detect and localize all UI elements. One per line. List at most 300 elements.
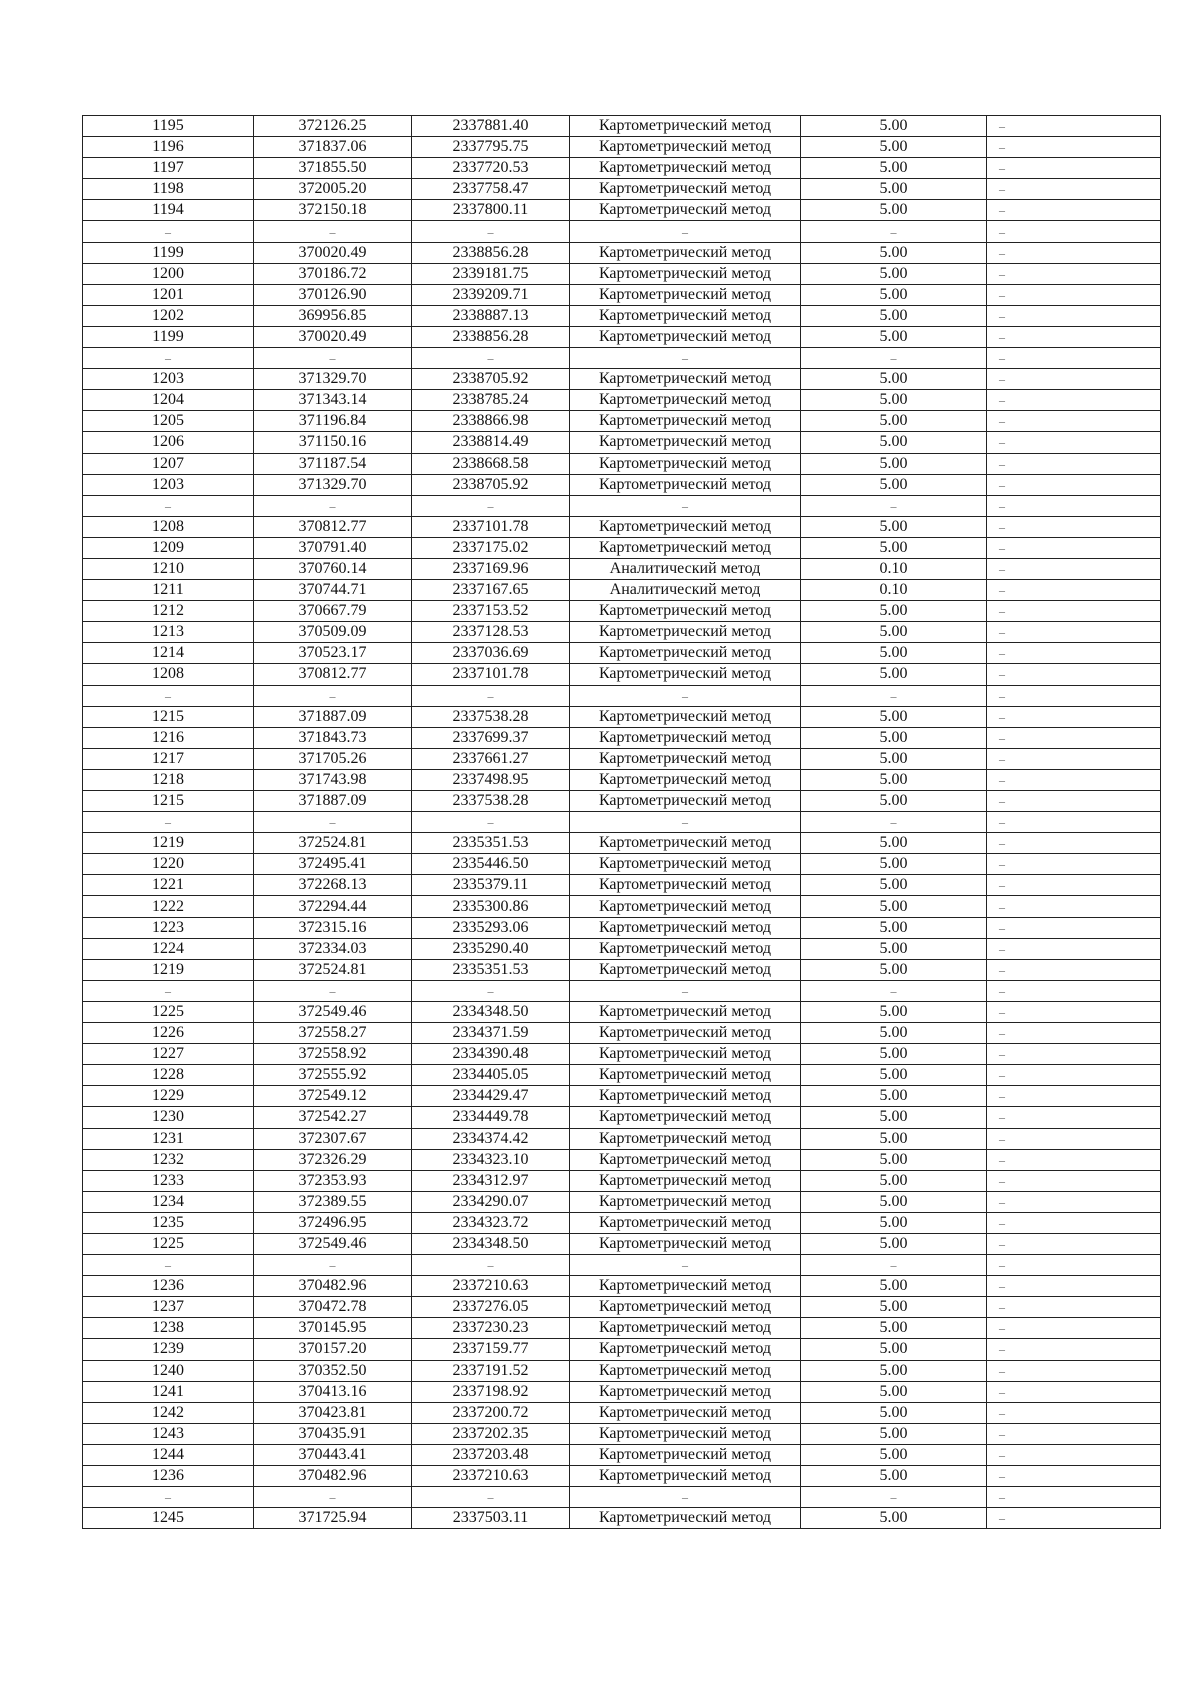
point-number-cell: 1244 <box>83 1444 254 1465</box>
table-row <box>83 854 1161 875</box>
y-coordinate-cell: 2337661.27 <box>412 748 570 769</box>
method-cell: Картометрический метод <box>570 1466 801 1487</box>
accuracy-cell: 0.10 <box>801 558 987 579</box>
table-row <box>83 1149 1161 1170</box>
x-coordinate-cell: 372555.92 <box>254 1065 412 1086</box>
x-coordinate-cell: 372549.46 <box>254 1001 412 1022</box>
y-coordinate-cell: 2337159.77 <box>412 1339 570 1360</box>
description-cell: – <box>987 896 1161 917</box>
point-number-cell: 1198 <box>83 179 254 200</box>
description-cell: – <box>987 1444 1161 1465</box>
accuracy-cell: – <box>801 1487 987 1508</box>
method-cell: Картометрический метод <box>570 1001 801 1022</box>
accuracy-cell: 5.00 <box>801 516 987 537</box>
y-coordinate-cell: 2338856.28 <box>412 326 570 347</box>
x-coordinate-cell: 370020.49 <box>254 242 412 263</box>
point-number-cell: 1243 <box>83 1423 254 1444</box>
method-cell: Картометрический метод <box>570 537 801 558</box>
table-row <box>83 1276 1161 1297</box>
y-coordinate-cell: 2334348.50 <box>412 1001 570 1022</box>
x-coordinate-cell: – <box>254 221 412 242</box>
point-number-cell: 1234 <box>83 1191 254 1212</box>
accuracy-cell: 5.00 <box>801 791 987 812</box>
y-coordinate-cell: 2337498.95 <box>412 769 570 790</box>
point-number-cell: 1207 <box>83 453 254 474</box>
method-cell: Картометрический метод <box>570 305 801 326</box>
x-coordinate-cell: – <box>254 495 412 516</box>
table-row <box>83 643 1161 664</box>
point-number-cell: 1237 <box>83 1297 254 1318</box>
y-coordinate-cell: 2337198.92 <box>412 1381 570 1402</box>
description-cell: – <box>987 769 1161 790</box>
method-cell: Картометрический метод <box>570 411 801 432</box>
method-cell: Картометрический метод <box>570 369 801 390</box>
method-cell: – <box>570 980 801 1001</box>
x-coordinate-cell: 372315.16 <box>254 917 412 938</box>
method-cell: Картометрический метод <box>570 664 801 685</box>
accuracy-cell: 5.00 <box>801 263 987 284</box>
point-number-cell: 1194 <box>83 200 254 221</box>
x-coordinate-cell: – <box>254 685 412 706</box>
x-coordinate-cell: 370020.49 <box>254 326 412 347</box>
description-cell: – <box>987 1001 1161 1022</box>
accuracy-cell: 5.00 <box>801 200 987 221</box>
y-coordinate-cell: 2337230.23 <box>412 1318 570 1339</box>
y-coordinate-cell: 2337503.11 <box>412 1508 570 1529</box>
description-cell: – <box>987 812 1161 833</box>
accuracy-cell: 5.00 <box>801 1170 987 1191</box>
y-coordinate-cell: 2337200.72 <box>412 1402 570 1423</box>
method-cell: Картометрический метод <box>570 1170 801 1191</box>
description-cell: – <box>987 1381 1161 1402</box>
y-coordinate-cell: – <box>412 980 570 1001</box>
x-coordinate-cell: 372353.93 <box>254 1170 412 1191</box>
separator-row <box>83 348 1161 369</box>
method-cell: Картометрический метод <box>570 706 801 727</box>
accuracy-cell: 5.00 <box>801 917 987 938</box>
description-cell: – <box>987 284 1161 305</box>
x-coordinate-cell: 371887.09 <box>254 791 412 812</box>
point-number-cell: 1203 <box>83 369 254 390</box>
point-number-cell: 1212 <box>83 601 254 622</box>
table-row <box>83 1233 1161 1254</box>
y-coordinate-cell: 2337175.02 <box>412 537 570 558</box>
method-cell: Картометрический метод <box>570 854 801 875</box>
y-coordinate-cell: 2337538.28 <box>412 791 570 812</box>
point-number-cell: 1240 <box>83 1360 254 1381</box>
method-cell: – <box>570 685 801 706</box>
table-row <box>83 1170 1161 1191</box>
accuracy-cell: 5.00 <box>801 748 987 769</box>
accuracy-cell: 5.00 <box>801 474 987 495</box>
x-coordinate-cell: 370482.96 <box>254 1466 412 1487</box>
accuracy-cell: 5.00 <box>801 537 987 558</box>
x-coordinate-cell: 371725.94 <box>254 1508 412 1529</box>
point-number-cell: 1224 <box>83 938 254 959</box>
y-coordinate-cell: 2338814.49 <box>412 432 570 453</box>
accuracy-cell: 0.10 <box>801 580 987 601</box>
point-number-cell: 1204 <box>83 390 254 411</box>
table-row <box>83 453 1161 474</box>
x-coordinate-cell: 370413.16 <box>254 1381 412 1402</box>
method-cell: Картометрический метод <box>570 326 801 347</box>
description-cell: – <box>987 727 1161 748</box>
x-coordinate-cell: 371837.06 <box>254 137 412 158</box>
table-row <box>83 179 1161 200</box>
accuracy-cell: 5.00 <box>801 1233 987 1254</box>
table-row <box>83 833 1161 854</box>
method-cell: Картометрический метод <box>570 1023 801 1044</box>
table-row <box>83 305 1161 326</box>
table-row <box>83 158 1161 179</box>
description-cell: – <box>987 1297 1161 1318</box>
description-cell: – <box>987 1233 1161 1254</box>
y-coordinate-cell: 2339209.71 <box>412 284 570 305</box>
x-coordinate-cell: 372558.92 <box>254 1044 412 1065</box>
description-cell: – <box>987 1339 1161 1360</box>
description-cell: – <box>987 938 1161 959</box>
point-number-cell: – <box>83 495 254 516</box>
y-coordinate-cell: 2335293.06 <box>412 917 570 938</box>
description-cell: – <box>987 137 1161 158</box>
accuracy-cell: 5.00 <box>801 284 987 305</box>
description-cell: – <box>987 1318 1161 1339</box>
table-row <box>83 1191 1161 1212</box>
method-cell: Картометрический метод <box>570 1360 801 1381</box>
description-cell: – <box>987 348 1161 369</box>
x-coordinate-cell: – <box>254 1487 412 1508</box>
x-coordinate-cell: 370812.77 <box>254 664 412 685</box>
x-coordinate-cell: 370744.71 <box>254 580 412 601</box>
accuracy-cell: 5.00 <box>801 137 987 158</box>
separator-row <box>83 685 1161 706</box>
method-cell: Картометрический метод <box>570 1086 801 1107</box>
point-number-cell: – <box>83 221 254 242</box>
accuracy-cell: 5.00 <box>801 369 987 390</box>
y-coordinate-cell: 2338705.92 <box>412 474 570 495</box>
description-cell: – <box>987 1466 1161 1487</box>
table-row <box>83 1444 1161 1465</box>
method-cell: Картометрический метод <box>570 959 801 980</box>
x-coordinate-cell: 372549.12 <box>254 1086 412 1107</box>
description-cell: – <box>987 516 1161 537</box>
table-row <box>83 1086 1161 1107</box>
point-number-cell: – <box>83 348 254 369</box>
point-number-cell: 1208 <box>83 664 254 685</box>
point-number-cell: 1209 <box>83 537 254 558</box>
accuracy-cell: 5.00 <box>801 1444 987 1465</box>
method-cell: Картометрический метод <box>570 1233 801 1254</box>
x-coordinate-cell: – <box>254 812 412 833</box>
y-coordinate-cell: 2335351.53 <box>412 833 570 854</box>
table-row <box>83 938 1161 959</box>
separator-row <box>83 1487 1161 1508</box>
description-cell: – <box>987 1508 1161 1529</box>
accuracy-cell: – <box>801 1255 987 1276</box>
accuracy-cell: 5.00 <box>801 1381 987 1402</box>
y-coordinate-cell: 2337169.96 <box>412 558 570 579</box>
point-number-cell: 1227 <box>83 1044 254 1065</box>
point-number-cell: 1219 <box>83 959 254 980</box>
table-row <box>83 1001 1161 1022</box>
accuracy-cell: 5.00 <box>801 1001 987 1022</box>
description-cell: – <box>987 242 1161 263</box>
y-coordinate-cell: 2334449.78 <box>412 1107 570 1128</box>
x-coordinate-cell: – <box>254 980 412 1001</box>
point-number-cell: 1214 <box>83 643 254 664</box>
y-coordinate-cell: 2338705.92 <box>412 369 570 390</box>
x-coordinate-cell: 371187.54 <box>254 453 412 474</box>
method-cell: Картометрический метод <box>570 179 801 200</box>
description-cell: – <box>987 432 1161 453</box>
accuracy-cell: 5.00 <box>801 1212 987 1233</box>
accuracy-cell: 5.00 <box>801 158 987 179</box>
y-coordinate-cell: 2334348.50 <box>412 1233 570 1254</box>
description-cell: – <box>987 1044 1161 1065</box>
x-coordinate-cell: 372542.27 <box>254 1107 412 1128</box>
method-cell: Картометрический метод <box>570 1276 801 1297</box>
y-coordinate-cell: 2335290.40 <box>412 938 570 959</box>
table-row <box>83 1381 1161 1402</box>
table-row <box>83 1402 1161 1423</box>
method-cell: – <box>570 348 801 369</box>
separator-row <box>83 1255 1161 1276</box>
table-row <box>83 432 1161 453</box>
accuracy-cell: 5.00 <box>801 1339 987 1360</box>
y-coordinate-cell: 2337795.75 <box>412 137 570 158</box>
x-coordinate-cell: 370523.17 <box>254 643 412 664</box>
description-cell: – <box>987 980 1161 1001</box>
method-cell: Картометрический метод <box>570 1381 801 1402</box>
description-cell: – <box>987 622 1161 643</box>
accuracy-cell: 5.00 <box>801 643 987 664</box>
y-coordinate-cell: 2337153.52 <box>412 601 570 622</box>
description-cell: – <box>987 200 1161 221</box>
table-row <box>83 727 1161 748</box>
point-number-cell: 1197 <box>83 158 254 179</box>
point-number-cell: 1206 <box>83 432 254 453</box>
x-coordinate-cell: 370760.14 <box>254 558 412 579</box>
accuracy-cell: 5.00 <box>801 664 987 685</box>
accuracy-cell: 5.00 <box>801 727 987 748</box>
point-number-cell: 1241 <box>83 1381 254 1402</box>
method-cell: – <box>570 1487 801 1508</box>
x-coordinate-cell: 370443.41 <box>254 1444 412 1465</box>
method-cell: Картометрический метод <box>570 516 801 537</box>
y-coordinate-cell: – <box>412 1487 570 1508</box>
x-coordinate-cell: 371329.70 <box>254 369 412 390</box>
separator-row <box>83 495 1161 516</box>
description-cell: – <box>987 1065 1161 1086</box>
y-coordinate-cell: 2338668.58 <box>412 453 570 474</box>
point-number-cell: 1205 <box>83 411 254 432</box>
description-cell: – <box>987 1086 1161 1107</box>
description-cell: – <box>987 1487 1161 1508</box>
table-row <box>83 1044 1161 1065</box>
description-cell: – <box>987 1149 1161 1170</box>
y-coordinate-cell: 2337128.53 <box>412 622 570 643</box>
accuracy-cell: 5.00 <box>801 854 987 875</box>
y-coordinate-cell: 2337758.47 <box>412 179 570 200</box>
description-cell: – <box>987 959 1161 980</box>
x-coordinate-cell: 372334.03 <box>254 938 412 959</box>
point-number-cell: 1213 <box>83 622 254 643</box>
method-cell: Картометрический метод <box>570 1318 801 1339</box>
description-cell: – <box>987 179 1161 200</box>
method-cell: Картометрический метод <box>570 748 801 769</box>
accuracy-cell: 5.00 <box>801 1149 987 1170</box>
point-number-cell: 1225 <box>83 1233 254 1254</box>
description-cell: – <box>987 411 1161 432</box>
point-number-cell: 1225 <box>83 1001 254 1022</box>
y-coordinate-cell: 2337210.63 <box>412 1466 570 1487</box>
method-cell: Картометрический метод <box>570 263 801 284</box>
description-cell: – <box>987 1170 1161 1191</box>
table-row <box>83 558 1161 579</box>
table-row <box>83 326 1161 347</box>
table-row <box>83 1466 1161 1487</box>
x-coordinate-cell: 370352.50 <box>254 1360 412 1381</box>
description-cell: – <box>987 158 1161 179</box>
point-number-cell: – <box>83 1487 254 1508</box>
method-cell: Картометрический метод <box>570 833 801 854</box>
table-row <box>83 706 1161 727</box>
description-cell: – <box>987 263 1161 284</box>
point-number-cell: – <box>83 1255 254 1276</box>
point-number-cell: 1203 <box>83 474 254 495</box>
method-cell: Картометрический метод <box>570 896 801 917</box>
accuracy-cell: 5.00 <box>801 242 987 263</box>
y-coordinate-cell: 2337167.65 <box>412 580 570 601</box>
accuracy-cell: 5.00 <box>801 1297 987 1318</box>
table-row <box>83 959 1161 980</box>
point-number-cell: 1218 <box>83 769 254 790</box>
x-coordinate-cell: 372524.81 <box>254 959 412 980</box>
method-cell: – <box>570 812 801 833</box>
table-row <box>83 516 1161 537</box>
y-coordinate-cell: – <box>412 685 570 706</box>
point-number-cell: 1216 <box>83 727 254 748</box>
description-cell: – <box>987 875 1161 896</box>
y-coordinate-cell: 2338866.98 <box>412 411 570 432</box>
point-number-cell: 1242 <box>83 1402 254 1423</box>
separator-row <box>83 221 1161 242</box>
description-cell: – <box>987 1023 1161 1044</box>
table-row <box>83 1297 1161 1318</box>
point-number-cell: 1199 <box>83 326 254 347</box>
method-cell: Картометрический метод <box>570 1107 801 1128</box>
method-cell: Картометрический метод <box>570 643 801 664</box>
method-cell: Картометрический метод <box>570 938 801 959</box>
point-number-cell: 1229 <box>83 1086 254 1107</box>
description-cell: – <box>987 1402 1161 1423</box>
table-row <box>83 601 1161 622</box>
separator-row <box>83 812 1161 833</box>
x-coordinate-cell: 371705.26 <box>254 748 412 769</box>
description-cell: – <box>987 116 1161 137</box>
x-coordinate-cell: – <box>254 348 412 369</box>
accuracy-cell: – <box>801 495 987 516</box>
accuracy-cell: – <box>801 685 987 706</box>
y-coordinate-cell: 2337101.78 <box>412 664 570 685</box>
point-number-cell: 1226 <box>83 1023 254 1044</box>
method-cell: Картометрический метод <box>570 1423 801 1444</box>
accuracy-cell: 5.00 <box>801 1466 987 1487</box>
accuracy-cell: 5.00 <box>801 390 987 411</box>
x-coordinate-cell: – <box>254 1255 412 1276</box>
accuracy-cell: 5.00 <box>801 1402 987 1423</box>
x-coordinate-cell: 372549.46 <box>254 1233 412 1254</box>
accuracy-cell: – <box>801 812 987 833</box>
method-cell: Картометрический метод <box>570 474 801 495</box>
point-number-cell: 1221 <box>83 875 254 896</box>
point-number-cell: 1245 <box>83 1508 254 1529</box>
y-coordinate-cell: 2334323.72 <box>412 1212 570 1233</box>
accuracy-cell: 5.00 <box>801 305 987 326</box>
accuracy-cell: – <box>801 980 987 1001</box>
accuracy-cell: – <box>801 221 987 242</box>
method-cell: Аналитический метод <box>570 558 801 579</box>
method-cell: Картометрический метод <box>570 200 801 221</box>
method-cell: Картометрический метод <box>570 769 801 790</box>
separator-row <box>83 980 1161 1001</box>
table-row <box>83 1107 1161 1128</box>
method-cell: Картометрический метод <box>570 116 801 137</box>
method-cell: Картометрический метод <box>570 727 801 748</box>
y-coordinate-cell: 2337881.40 <box>412 116 570 137</box>
description-cell: – <box>987 453 1161 474</box>
description-cell: – <box>987 685 1161 706</box>
x-coordinate-cell: 372307.67 <box>254 1128 412 1149</box>
x-coordinate-cell: 370472.78 <box>254 1297 412 1318</box>
table-row <box>83 263 1161 284</box>
method-cell: Картометрический метод <box>570 432 801 453</box>
point-number-cell: – <box>83 685 254 706</box>
accuracy-cell: 5.00 <box>801 1086 987 1107</box>
x-coordinate-cell: 370423.81 <box>254 1402 412 1423</box>
table-row <box>83 369 1161 390</box>
x-coordinate-cell: 372524.81 <box>254 833 412 854</box>
x-coordinate-cell: 370145.95 <box>254 1318 412 1339</box>
method-cell: Картометрический метод <box>570 284 801 305</box>
coordinates-table <box>82 115 1161 1529</box>
description-cell: – <box>987 537 1161 558</box>
x-coordinate-cell: 370126.90 <box>254 284 412 305</box>
point-number-cell: 1222 <box>83 896 254 917</box>
table-row <box>83 875 1161 896</box>
point-number-cell: 1196 <box>83 137 254 158</box>
x-coordinate-cell: 370186.72 <box>254 263 412 284</box>
description-cell: – <box>987 474 1161 495</box>
y-coordinate-cell: – <box>412 495 570 516</box>
point-number-cell: 1219 <box>83 833 254 854</box>
y-coordinate-cell: 2334429.47 <box>412 1086 570 1107</box>
point-number-cell: 1208 <box>83 516 254 537</box>
table-row <box>83 411 1161 432</box>
method-cell: Картометрический метод <box>570 917 801 938</box>
point-number-cell: 1230 <box>83 1107 254 1128</box>
method-cell: Картометрический метод <box>570 1191 801 1212</box>
description-cell: – <box>987 495 1161 516</box>
y-coordinate-cell: – <box>412 348 570 369</box>
table-row <box>83 1128 1161 1149</box>
coordinates-table-body <box>83 116 1161 1529</box>
y-coordinate-cell: 2338785.24 <box>412 390 570 411</box>
point-number-cell: 1236 <box>83 1466 254 1487</box>
method-cell: Картометрический метод <box>570 1128 801 1149</box>
x-coordinate-cell: 372150.18 <box>254 200 412 221</box>
y-coordinate-cell: 2337191.52 <box>412 1360 570 1381</box>
